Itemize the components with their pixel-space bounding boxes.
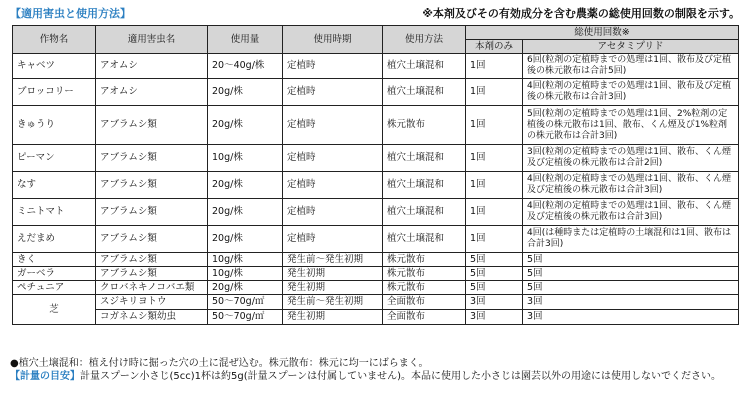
- timing-cell: 発生前～発生初期: [283, 295, 383, 310]
- acetamiprid-cell: 5回: [523, 267, 739, 281]
- method-cell: 株元散布: [383, 267, 466, 281]
- amount-cell: 10g/株: [208, 145, 283, 172]
- this-product-cell: 1回: [466, 199, 523, 226]
- header: [10, 6, 740, 22]
- table-row: [13, 281, 739, 295]
- table-row: [13, 54, 739, 79]
- method-definitions-note: ●植穴土壌混和：植え付け時に掘った穴の土に混ぜ込む。株元散布：株元に均一にばらまく。: [10, 358, 429, 369]
- timing-cell: 定植時: [283, 199, 383, 226]
- pest-cell: アブラムシ類: [96, 267, 208, 281]
- col-header-amount: 使用量: [208, 26, 283, 54]
- amount-cell: 20g/株: [208, 106, 283, 145]
- table-row: [13, 145, 739, 172]
- crop-cell: キャベツ: [13, 54, 96, 79]
- method-cell: 株元散布: [383, 253, 466, 267]
- acetamiprid-cell: 5回: [523, 281, 739, 295]
- table-row: [13, 106, 739, 145]
- pest-cell: アオムシ: [96, 54, 208, 79]
- amount-cell: 20～40g/株: [208, 54, 283, 79]
- acetamiprid-cell: 4回(は種時または定植時の土壌混和は1回、散布は合計3回): [523, 226, 739, 253]
- this-product-cell: 5回: [466, 253, 523, 267]
- pest-cell: アブラムシ類: [96, 172, 208, 199]
- pest-cell: スジキリヨトウ: [96, 295, 208, 310]
- table-row: [13, 310, 739, 325]
- crop-cell: きゅうり: [13, 106, 96, 145]
- amount-cell: 20g/株: [208, 79, 283, 106]
- table-row: [13, 295, 739, 310]
- this-product-cell: 3回: [466, 295, 523, 310]
- crop-cell: きく: [13, 253, 96, 267]
- amount-cell: 20g/株: [208, 226, 283, 253]
- acetamiprid-cell: 5回(粒剤の定植時までの処理は1回、2%粒剤の定植後の株元散布は1回、散布、くん煙及び1%粒剤の株元散布は合計3回): [523, 106, 739, 145]
- timing-cell: 定植時: [283, 54, 383, 79]
- col-header-method: 使用方法: [383, 26, 466, 54]
- crop-cell: ガーベラ: [13, 267, 96, 281]
- method-cell: 植穴土壌混和: [383, 79, 466, 106]
- crop-cell: ブロッコリー: [13, 79, 96, 106]
- acetamiprid-cell: 4回(粒剤の定植時までの処理は1回、散布及び定植後の株元散布は合計3回): [523, 79, 739, 106]
- this-product-cell: 1回: [466, 54, 523, 79]
- pest-cell: アブラムシ類: [96, 199, 208, 226]
- measurement-guide-label: 【計量の目安】: [10, 371, 80, 382]
- pest-cell: コガネムシ類幼虫: [96, 310, 208, 325]
- acetamiprid-cell: 5回: [523, 253, 739, 267]
- method-cell: 植穴土壌混和: [383, 226, 466, 253]
- table-row: [13, 199, 739, 226]
- col-header-crop: 作物名: [13, 26, 96, 54]
- table-row: [13, 172, 739, 199]
- amount-cell: 50～70g/㎡: [208, 310, 283, 325]
- acetamiprid-cell: 3回(粒剤の定植時までの処理は1回、散布、くん煙及び定植後の株元散布は合計2回): [523, 145, 739, 172]
- amount-cell: 20g/株: [208, 172, 283, 199]
- this-product-cell: 1回: [466, 106, 523, 145]
- measurement-guide-text: 計量スプーン小さじ(5cc)1杯は約5g(計量スプーンは付属していません)。本品に使用した小さじは園芸以外の用途には使用しないでください。: [80, 371, 722, 382]
- pest-usage-table: [12, 25, 739, 325]
- crop-cell: ピーマン: [13, 145, 96, 172]
- this-product-cell: 1回: [466, 79, 523, 106]
- method-cell: 植穴土壌混和: [383, 172, 466, 199]
- timing-cell: 発生初期: [283, 281, 383, 295]
- method-cell: 全面散布: [383, 310, 466, 325]
- this-product-cell: 5回: [466, 267, 523, 281]
- crop-cell: ミニトマト: [13, 199, 96, 226]
- amount-cell: 10g/株: [208, 267, 283, 281]
- method-cell: 株元散布: [383, 281, 466, 295]
- col-header-timing: 使用時期: [283, 26, 383, 54]
- timing-cell: 発生初期: [283, 310, 383, 325]
- method-cell: 株元散布: [383, 106, 466, 145]
- acetamiprid-cell: 4回(粒剤の定植時までの処理は1回、散布、くん煙及び定植後の株元散布は合計3回): [523, 172, 739, 199]
- pest-cell: アオムシ: [96, 79, 208, 106]
- method-cell: 植穴土壌混和: [383, 199, 466, 226]
- method-cell: 植穴土壌混和: [383, 54, 466, 79]
- pest-cell: アブラムシ類: [96, 106, 208, 145]
- timing-cell: 定植時: [283, 226, 383, 253]
- acetamiprid-cell: 3回: [523, 295, 739, 310]
- timing-cell: 発生初期: [283, 267, 383, 281]
- timing-cell: 発生前～発生初期: [283, 253, 383, 267]
- table-row: [13, 267, 739, 281]
- acetamiprid-cell: 6回(粒剤の定植時までの処理は1回、散布及び定植後の株元散布は合計5回): [523, 54, 739, 79]
- this-product-cell: 1回: [466, 145, 523, 172]
- pest-cell: アブラムシ類: [96, 145, 208, 172]
- timing-cell: 定植時: [283, 79, 383, 106]
- col-header-total-uses: 総使用回数※: [466, 26, 739, 40]
- method-cell: 植穴土壌混和: [383, 145, 466, 172]
- crop-cell: なす: [13, 172, 96, 199]
- table-row: [13, 79, 739, 106]
- crop-cell: 芝: [13, 295, 96, 325]
- this-product-cell: 3回: [466, 310, 523, 325]
- col-header-this-product: 本剤のみ: [466, 40, 523, 54]
- crop-cell: えだまめ: [13, 226, 96, 253]
- acetamiprid-cell: 3回: [523, 310, 739, 325]
- section-title: 【適用害虫と使用方法】: [10, 7, 131, 20]
- table-row: [13, 226, 739, 253]
- crop-cell: ペチュニア: [13, 281, 96, 295]
- timing-cell: 定植時: [283, 106, 383, 145]
- this-product-cell: 5回: [466, 281, 523, 295]
- col-header-acetamiprid: アセタミプリド: [523, 40, 739, 54]
- pest-cell: アブラムシ類: [96, 226, 208, 253]
- pest-cell: アブラムシ類: [96, 253, 208, 267]
- amount-cell: 50～70g/㎡: [208, 295, 283, 310]
- col-header-pest: 適用害虫名: [96, 26, 208, 54]
- measurement-guide: [10, 370, 740, 383]
- acetamiprid-cell: 4回(粒剤の定植時までの処理は1回、散布、くん煙及び定植後の株元散布は合計3回): [523, 199, 739, 226]
- usage-limit-notice: ※本剤及びその有効成分を含む農薬の総使用回数の制限を示す。: [422, 7, 740, 20]
- amount-cell: 20g/株: [208, 199, 283, 226]
- timing-cell: 定植時: [283, 172, 383, 199]
- amount-cell: 10g/株: [208, 253, 283, 267]
- this-product-cell: 1回: [466, 226, 523, 253]
- table-row: [13, 253, 739, 267]
- footer-notes: [10, 357, 740, 383]
- this-product-cell: 1回: [466, 172, 523, 199]
- timing-cell: 定植時: [283, 145, 383, 172]
- pest-cell: クロバネキノコバエ類: [96, 281, 208, 295]
- amount-cell: 20g/株: [208, 281, 283, 295]
- method-cell: 全面散布: [383, 295, 466, 310]
